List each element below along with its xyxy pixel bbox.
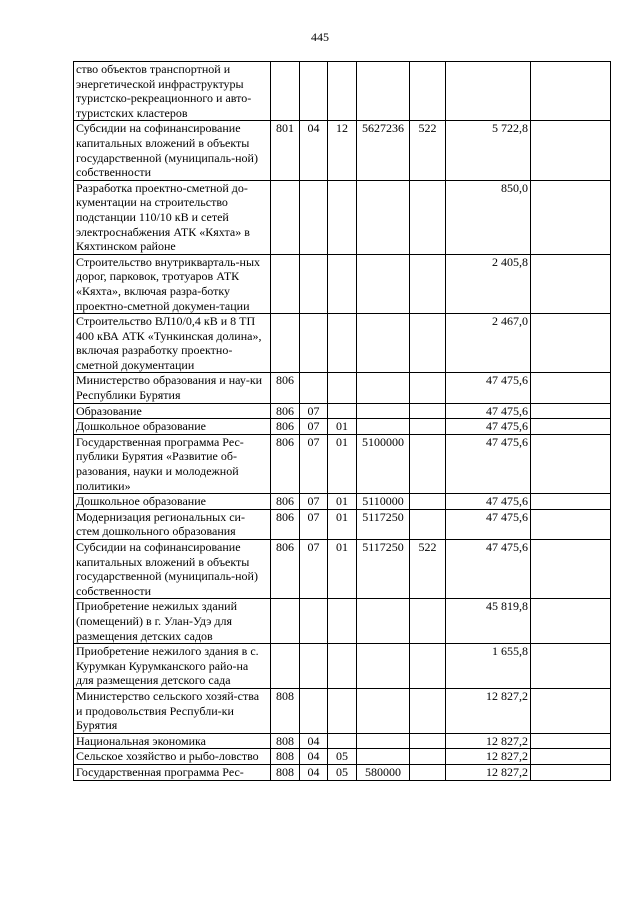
cell-extra (531, 314, 611, 373)
cell-section-code: 07 (300, 419, 328, 435)
cell-section-code (300, 599, 328, 644)
cell-subsection-code (328, 180, 357, 254)
cell-expense-type-code (410, 599, 446, 644)
cell-amount: 850,0 (446, 180, 531, 254)
table-row (74, 254, 611, 313)
table-row (74, 644, 611, 689)
cell-target-code (357, 373, 410, 403)
cell-target-code (357, 419, 410, 435)
cell-ministry-code: 808 (271, 688, 300, 733)
cell-extra (531, 764, 611, 780)
table-row (74, 373, 611, 403)
table-row (74, 494, 611, 510)
cell-amount: 45 819,8 (446, 599, 531, 644)
cell-extra (531, 688, 611, 733)
cell-extra (531, 599, 611, 644)
cell-subsection-code: 12 (328, 121, 357, 180)
cell-expense-type-code (410, 509, 446, 539)
cell-amount: 47 475,6 (446, 419, 531, 435)
cell-name: Министерство сельского хозяй-ства и продовольствия Республи-ки Бурятия (74, 688, 271, 733)
cell-amount: 47 475,6 (446, 434, 531, 493)
cell-extra (531, 494, 611, 510)
cell-name: Разработка проектно-сметной до-кументации на строительство подстанции 110/10 кВ и сетей электроснабжения АТК «Кяхта» в Кяхтинском районе (74, 180, 271, 254)
cell-ministry-code (271, 314, 300, 373)
cell-expense-type-code (410, 62, 446, 121)
cell-ministry-code: 806 (271, 509, 300, 539)
cell-subsection-code (328, 733, 357, 749)
cell-amount: 1 655,8 (446, 644, 531, 689)
cell-section-code: 04 (300, 764, 328, 780)
cell-amount: 47 475,6 (446, 403, 531, 419)
cell-target-code: 5627236 (357, 121, 410, 180)
cell-target-code (357, 688, 410, 733)
cell-name: Сельское хозяйство и рыбо-ловство (74, 749, 271, 765)
cell-ministry-code: 806 (271, 419, 300, 435)
cell-name: Строительство ВЛ10/0,4 кВ и 8 ТП 400 кВА АТК «Тункинская долина», включая разработку проектно-сметной документации (74, 314, 271, 373)
cell-amount: 12 827,2 (446, 688, 531, 733)
table-row (74, 540, 611, 599)
cell-target-code (357, 314, 410, 373)
cell-ministry-code (271, 599, 300, 644)
cell-section-code: 07 (300, 494, 328, 510)
cell-section-code: 04 (300, 733, 328, 749)
cell-ministry-code: 808 (271, 733, 300, 749)
cell-target-code: 5117250 (357, 540, 410, 599)
cell-ministry-code: 806 (271, 373, 300, 403)
table-row (74, 121, 611, 180)
cell-expense-type-code (410, 733, 446, 749)
cell-expense-type-code (410, 434, 446, 493)
cell-name: Государственная программа Рес- (74, 764, 271, 780)
cell-subsection-code (328, 62, 357, 121)
cell-name: Национальная экономика (74, 733, 271, 749)
cell-target-code (357, 644, 410, 689)
cell-ministry-code: 806 (271, 494, 300, 510)
cell-expense-type-code (410, 764, 446, 780)
cell-subsection-code (328, 644, 357, 689)
cell-name: Дошкольное образование (74, 419, 271, 435)
cell-subsection-code (328, 599, 357, 644)
cell-ministry-code (271, 254, 300, 313)
table-row (74, 62, 611, 121)
table-row (74, 314, 611, 373)
cell-name: ство объектов транспортной и энергетической инфраструктуры туристско-рекреационного и авто-туристских кластеров (74, 62, 271, 121)
cell-extra (531, 403, 611, 419)
cell-amount: 2 467,0 (446, 314, 531, 373)
table-row (74, 434, 611, 493)
cell-subsection-code: 01 (328, 509, 357, 539)
cell-section-code: 07 (300, 403, 328, 419)
cell-extra (531, 749, 611, 765)
cell-expense-type-code (410, 749, 446, 765)
cell-amount: 47 475,6 (446, 494, 531, 510)
cell-amount: 5 722,8 (446, 121, 531, 180)
cell-amount: 2 405,8 (446, 254, 531, 313)
cell-expense-type-code (410, 644, 446, 689)
cell-expense-type-code (410, 688, 446, 733)
cell-target-code (357, 749, 410, 765)
budget-table-body (74, 62, 611, 781)
table-row (74, 403, 611, 419)
cell-subsection-code: 05 (328, 749, 357, 765)
table-row (74, 733, 611, 749)
cell-name: Строительство внутрикварталь-ных дорог, парковок, тротуаров АТК «Кяхта», включая разра-ботку проектно-сметной докумен-тации (74, 254, 271, 313)
cell-extra (531, 509, 611, 539)
cell-extra (531, 733, 611, 749)
cell-target-code (357, 62, 410, 121)
cell-target-code: 580000 (357, 764, 410, 780)
cell-expense-type-code: 522 (410, 540, 446, 599)
cell-expense-type-code (410, 373, 446, 403)
cell-name: Министерство образования и нау-ки Республики Бурятия (74, 373, 271, 403)
cell-section-code: 07 (300, 540, 328, 599)
table-row (74, 599, 611, 644)
cell-extra (531, 644, 611, 689)
budget-table (73, 61, 611, 781)
cell-extra (531, 434, 611, 493)
cell-section-code (300, 373, 328, 403)
table-row (74, 419, 611, 435)
table-row (74, 688, 611, 733)
cell-name: Государственная программа Рес-публики Бурятия «Развитие об-разования, науки и молодежной политики» (74, 434, 271, 493)
cell-amount: 47 475,6 (446, 373, 531, 403)
cell-extra (531, 121, 611, 180)
cell-section-code (300, 644, 328, 689)
cell-ministry-code (271, 644, 300, 689)
cell-section-code: 04 (300, 121, 328, 180)
cell-subsection-code: 01 (328, 419, 357, 435)
cell-expense-type-code (410, 314, 446, 373)
cell-name: Модернизация региональных си-стем дошкольного образования (74, 509, 271, 539)
cell-name: Дошкольное образование (74, 494, 271, 510)
cell-section-code (300, 254, 328, 313)
cell-expense-type-code (410, 419, 446, 435)
cell-section-code (300, 688, 328, 733)
cell-section-code (300, 314, 328, 373)
cell-subsection-code: 05 (328, 764, 357, 780)
cell-expense-type-code (410, 403, 446, 419)
cell-amount: 12 827,2 (446, 733, 531, 749)
cell-name: Субсидии на софинансирование капитальных вложений в объекты государственной (муниципаль-ной) собственности (74, 540, 271, 599)
cell-subsection-code: 01 (328, 540, 357, 599)
table-row (74, 749, 611, 765)
cell-section-code (300, 62, 328, 121)
cell-subsection-code (328, 254, 357, 313)
table-row (74, 180, 611, 254)
cell-amount: 12 827,2 (446, 749, 531, 765)
cell-section-code: 07 (300, 434, 328, 493)
cell-subsection-code (328, 403, 357, 419)
cell-section-code: 04 (300, 749, 328, 765)
cell-target-code: 5110000 (357, 494, 410, 510)
cell-expense-type-code (410, 254, 446, 313)
cell-expense-type-code: 522 (410, 121, 446, 180)
cell-extra (531, 540, 611, 599)
cell-subsection-code: 01 (328, 434, 357, 493)
page-number: 445 (311, 30, 329, 44)
cell-extra (531, 62, 611, 121)
cell-extra (531, 373, 611, 403)
cell-extra (531, 254, 611, 313)
cell-subsection-code (328, 373, 357, 403)
cell-name: Приобретение нежилых зданий (помещений) в г. Улан-Удэ для размещения детских садов (74, 599, 271, 644)
cell-target-code: 5100000 (357, 434, 410, 493)
cell-ministry-code: 806 (271, 403, 300, 419)
cell-expense-type-code (410, 180, 446, 254)
cell-target-code (357, 180, 410, 254)
cell-target-code (357, 599, 410, 644)
cell-ministry-code: 808 (271, 764, 300, 780)
cell-amount: 47 475,6 (446, 540, 531, 599)
cell-ministry-code (271, 180, 300, 254)
table-row (74, 764, 611, 780)
cell-extra (531, 180, 611, 254)
cell-ministry-code (271, 62, 300, 121)
cell-amount: 47 475,6 (446, 509, 531, 539)
table-row (74, 509, 611, 539)
cell-section-code: 07 (300, 509, 328, 539)
cell-name: Приобретение нежилого здания в с. Курумкан Курумканского райо-на для размещения детского сада (74, 644, 271, 689)
cell-ministry-code: 808 (271, 749, 300, 765)
cell-target-code: 5117250 (357, 509, 410, 539)
cell-subsection-code: 01 (328, 494, 357, 510)
cell-subsection-code (328, 314, 357, 373)
cell-target-code (357, 733, 410, 749)
cell-section-code (300, 180, 328, 254)
cell-subsection-code (328, 688, 357, 733)
cell-ministry-code: 806 (271, 434, 300, 493)
cell-target-code (357, 254, 410, 313)
cell-ministry-code: 801 (271, 121, 300, 180)
cell-amount: 12 827,2 (446, 764, 531, 780)
cell-target-code (357, 403, 410, 419)
cell-amount (446, 62, 531, 121)
cell-extra (531, 419, 611, 435)
cell-name: Субсидии на софинансирование капитальных вложений в объекты государственной (муниципаль-ной) собственности (74, 121, 271, 180)
cell-expense-type-code (410, 494, 446, 510)
cell-ministry-code: 806 (271, 540, 300, 599)
cell-name: Образование (74, 403, 271, 419)
